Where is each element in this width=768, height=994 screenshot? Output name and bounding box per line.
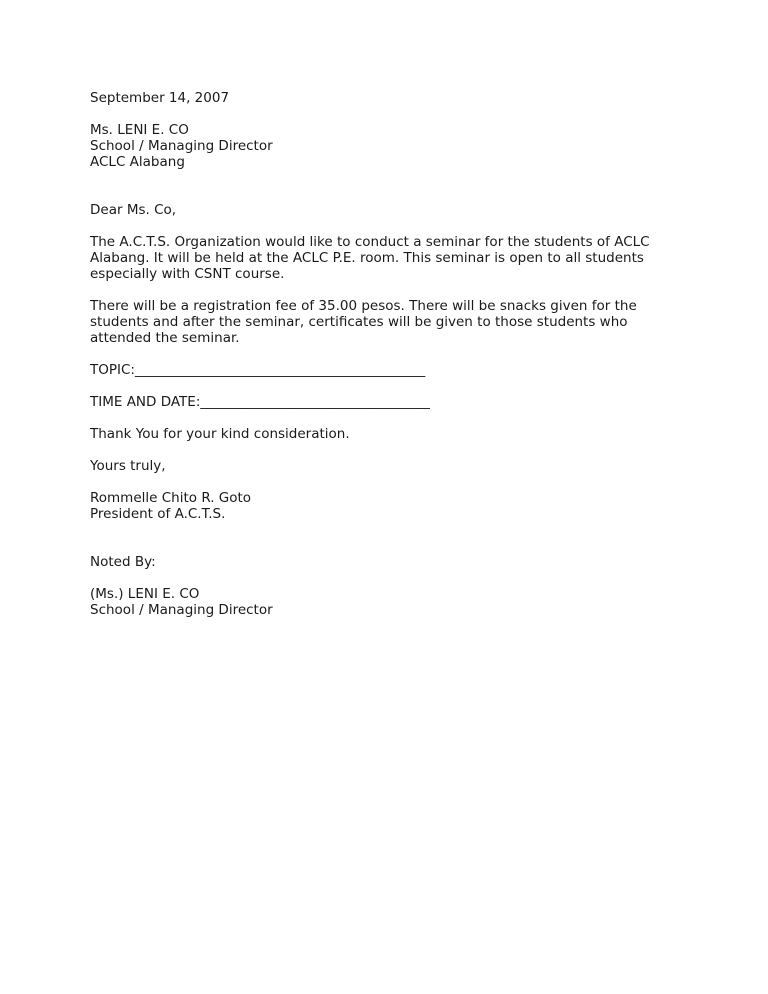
signature-block — [90, 490, 680, 522]
salutation: Dear Ms. Co, — [90, 202, 177, 218]
signatory-name: Rommelle Chito R. Goto — [90, 490, 252, 506]
noted-by-label: Noted By: — [90, 554, 156, 570]
letter-body — [90, 90, 680, 618]
recipient-name: Ms. LENI E. CO — [90, 122, 189, 138]
noted-by-title: School / Managing Director — [90, 602, 273, 618]
noted-by-block — [90, 586, 680, 618]
topic-field: TOPIC:___________________________________________ — [90, 362, 426, 378]
body-paragraph-1: The A.C.T.S. Organization would like to conduct a seminar for the students of ACLC Alabang. It will be held at the ACLC P.E. room. This seminar is open to all students especially with CSNT course. — [90, 234, 650, 282]
time-and-date-field: TIME AND DATE:__________________________________ — [90, 394, 430, 410]
signatory-title: President of A.C.T.S. — [90, 506, 226, 522]
body-paragraph-2: There will be a registration fee of 35.00 pesos. There will be snacks given for the students and after the seminar, certificates will be given to those students who attended the seminar. — [90, 298, 637, 346]
letter-date: September 14, 2007 — [90, 90, 230, 106]
closing-line: Yours truly, — [90, 458, 166, 474]
noted-by-name: (Ms.) LENI E. CO — [90, 586, 200, 602]
recipient-title: School / Managing Director — [90, 138, 273, 154]
thanks-line: Thank You for your kind consideration. — [90, 426, 350, 442]
recipient-block — [90, 122, 680, 170]
recipient-org: ACLC Alabang — [90, 154, 185, 170]
